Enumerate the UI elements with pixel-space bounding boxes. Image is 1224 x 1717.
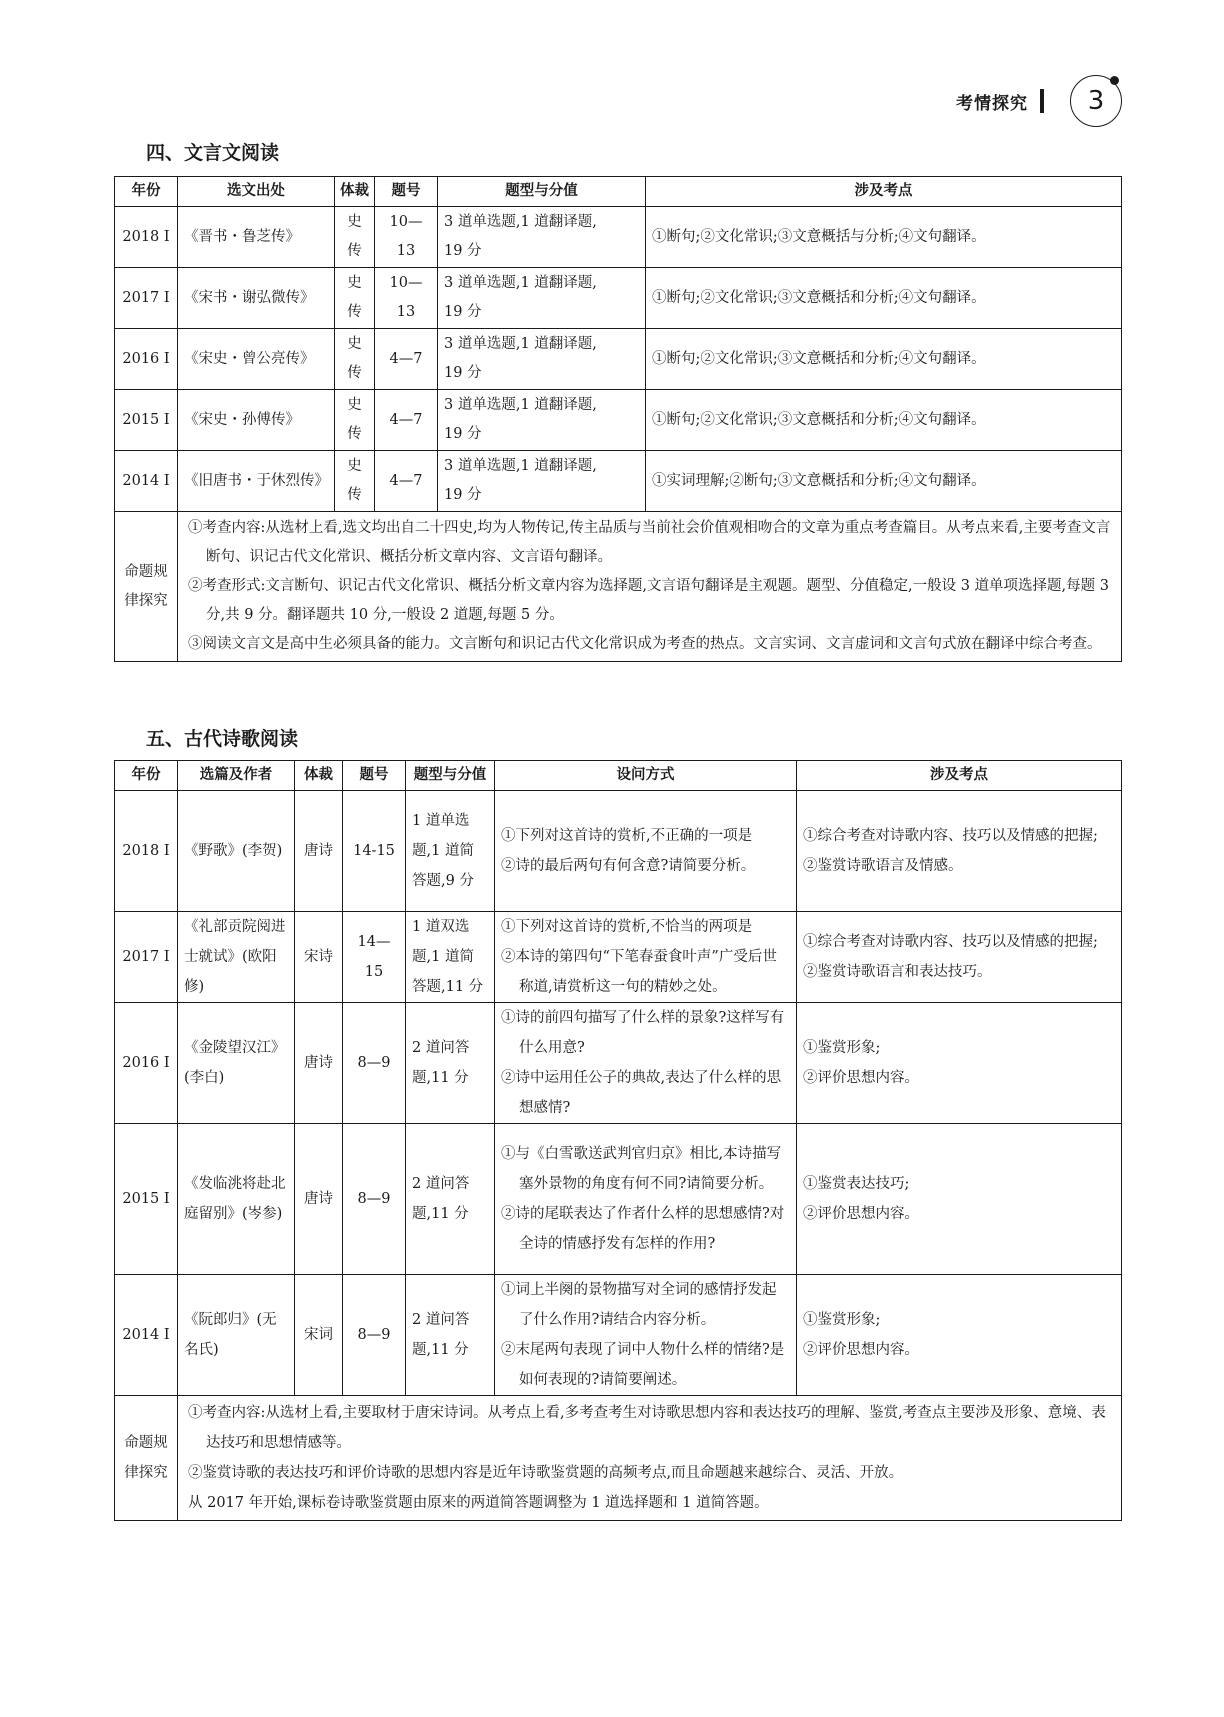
cell-genre: 史传: [335, 207, 375, 268]
question-item: ②诗的最后两句有何含意?请简要分析。: [501, 858, 756, 874]
rules-label: [115, 1396, 178, 1521]
cell-type: [438, 207, 646, 268]
cell-points: [797, 1275, 1122, 1396]
rules-label-line2: 律探究: [124, 1465, 168, 1481]
question-item: ①词上半阕的景物描写对全词的感情抒发起了什么作用?请结合内容分析。: [501, 1282, 777, 1328]
rule-note: ①考查内容:从选材上看,主要取材于唐宋诗词。从考点上看,多考查考生对诗歌思想内容和表达技巧的理解、鉴赏,考查点主要涉及形象、意境、表达技巧和思想情感等。: [188, 1405, 1106, 1451]
cell-type-line2: 19 分: [444, 365, 482, 381]
cell-number: 14—15: [343, 912, 406, 1003]
cell-source: 《宋史・曾公亮传》: [178, 329, 335, 390]
section-title-classical-chinese: 四、文言文阅读: [146, 142, 280, 164]
cell-number: 8—9: [343, 1275, 406, 1396]
cell-type: [438, 329, 646, 390]
cell-source: 《宋史・孙傅传》: [178, 390, 335, 451]
cell-year: 2014 Ⅰ: [115, 1275, 178, 1396]
point-item: ①综合考查对诗歌内容、技巧以及情感的把握;: [803, 828, 1098, 844]
cell-number: 8—9: [343, 1124, 406, 1275]
header-points: 涉及考点: [646, 177, 1122, 207]
rule-note: ①考查内容:从选材上看,选文均出自二十四史,均为人物传记,传主品质与当前社会价值观相吻合的文章为重点考查篇目。从考点来看,主要考查文言断句、识记古代文化常识、概括分析文章内容、文言语句翻译。: [188, 520, 1111, 565]
question-item: ②诗中运用任公子的典故,表达了什么样的思想感情?: [501, 1070, 782, 1116]
question-item: ①下列对这首诗的赏析,不恰当的两项是: [501, 919, 753, 935]
header-genre: 体裁: [295, 761, 343, 791]
point-item: ①鉴赏形象;: [803, 1312, 881, 1328]
cell-questions: [495, 791, 797, 912]
rules-row: [115, 512, 1122, 662]
cell-year: 2014 Ⅰ: [115, 451, 178, 512]
cell-genre: 史传: [335, 451, 375, 512]
header-number: 题号: [375, 177, 438, 207]
cell-number: 14-15: [343, 791, 406, 912]
point-item: ①综合考查对诗歌内容、技巧以及情感的把握;: [803, 934, 1098, 950]
question-item: ①下列对这首诗的赏析,不正确的一项是: [501, 828, 753, 844]
point-item: ②鉴赏诗歌语言和表达技巧。: [803, 964, 992, 980]
question-item: ②末尾两句表现了词中人物什么样的情绪?是如何表现的?请简要阐述。: [501, 1342, 785, 1388]
cell-genre: 史传: [335, 390, 375, 451]
cell-points: [797, 1124, 1122, 1275]
rule-note: 从 2017 年开始,课标卷诗歌鉴赏题由原来的两道简答题调整为 1 道选择题和 1 道简答题。: [188, 1495, 769, 1511]
header-type: 题型与分值: [438, 177, 646, 207]
header-source: 选文出处: [178, 177, 335, 207]
cell-type-line2: 19 分: [444, 304, 482, 320]
cell-year: 2017 Ⅰ: [115, 912, 178, 1003]
cell-type-line1: 3 道单选题,1 道翻译题,: [444, 275, 597, 291]
point-item: ②鉴赏诗歌语言及情感。: [803, 858, 963, 874]
point-item: ②评价思想内容。: [803, 1206, 919, 1222]
cell-type-line1: 3 道单选题,1 道翻译题,: [444, 214, 597, 230]
cell-genre: 宋诗: [295, 912, 343, 1003]
table-row: [115, 1275, 1122, 1396]
cell-source: 《旧唐书・于休烈传》: [178, 451, 335, 512]
page-header: [956, 75, 1122, 127]
header-divider: [1040, 89, 1044, 113]
cell-questions: [495, 1003, 797, 1124]
cell-source: 《宋书・谢弘微传》: [178, 268, 335, 329]
point-item: ②评价思想内容。: [803, 1342, 919, 1358]
cell-type-line2: 19 分: [444, 487, 482, 503]
table-header-row: [115, 761, 1122, 791]
rules-row: [115, 1396, 1122, 1521]
cell-points: [797, 1003, 1122, 1124]
cell-genre: 唐诗: [295, 1124, 343, 1275]
header-number: 题号: [343, 761, 406, 791]
cell-questions: [495, 1124, 797, 1275]
cell-year: 2016 Ⅰ: [115, 329, 178, 390]
cell-number: 10—13: [375, 268, 438, 329]
cell-type-line1: 3 道单选题,1 道翻译题,: [444, 458, 597, 474]
rules-label: [115, 512, 178, 662]
cell-source: 《发临洮将赴北庭留别》(岑参): [178, 1124, 295, 1275]
table-row: [115, 390, 1122, 451]
header-genre: 体裁: [335, 177, 375, 207]
cell-genre: 唐诗: [295, 791, 343, 912]
page-number-badge: [1070, 75, 1122, 127]
cell-questions: [495, 1275, 797, 1396]
cell-type: 2 道问答题,11 分: [406, 1003, 495, 1124]
cell-type-line2: 19 分: [444, 243, 482, 259]
cell-points: ①断句;②文化常识;③文意概括和分析;④文句翻译。: [646, 329, 1122, 390]
header-year: 年份: [115, 761, 178, 791]
cell-type: 1 道单选题,1 道简答题,9 分: [406, 791, 495, 912]
header-label: 考情探究: [956, 93, 1028, 114]
point-item: ①鉴赏表达技巧;: [803, 1176, 910, 1192]
rules-label-line1: 命题规: [124, 1435, 168, 1451]
header-points: 涉及考点: [797, 761, 1122, 791]
cell-number: 4—7: [375, 390, 438, 451]
page-number: 3: [1087, 86, 1105, 116]
cell-type-line1: 3 道单选题,1 道翻译题,: [444, 397, 597, 413]
cell-type: 2 道问答题,11 分: [406, 1275, 495, 1396]
table-row: [115, 1003, 1122, 1124]
cell-source: 《野歌》(李贺): [178, 791, 295, 912]
question-item: ②诗的尾联表达了作者什么样的思想感情?对全诗的情感抒发有怎样的作用?: [501, 1206, 785, 1252]
cell-source: 《晋书・鲁芝传》: [178, 207, 335, 268]
cell-genre: 唐诗: [295, 1003, 343, 1124]
cell-genre: 史传: [335, 268, 375, 329]
table-header-row: [115, 177, 1122, 207]
cell-number: 4—7: [375, 329, 438, 390]
cell-questions: [495, 912, 797, 1003]
cell-type: [438, 390, 646, 451]
cell-source: 《金陵望汉江》(李白): [178, 1003, 295, 1124]
table-row: [115, 912, 1122, 1003]
question-item: ②本诗的第四句“下笔春蚕食叶声”广受后世称道,请赏析这一句的精妙之处。: [501, 949, 777, 995]
cell-year: 2015 Ⅰ: [115, 1124, 178, 1275]
rules-label-line2: 律探究: [124, 592, 168, 609]
cell-year: 2018 Ⅰ: [115, 207, 178, 268]
cell-type-line2: 19 分: [444, 426, 482, 442]
cell-type-line1: 3 道单选题,1 道翻译题,: [444, 336, 597, 352]
cell-number: 10—13: [375, 207, 438, 268]
table-row: [115, 1124, 1122, 1275]
cell-points: ①实词理解;②断句;③文意概括和分析;④文句翻译。: [646, 451, 1122, 512]
cell-type: [438, 451, 646, 512]
cell-points: ①断句;②文化常识;③文意概括和分析;④文句翻译。: [646, 390, 1122, 451]
cell-points: [797, 791, 1122, 912]
point-item: ②评价思想内容。: [803, 1070, 919, 1086]
cell-type: 1 道双选题,1 道简答题,11 分: [406, 912, 495, 1003]
table-row: [115, 268, 1122, 329]
cell-points: [797, 912, 1122, 1003]
cell-type: 2 道问答题,11 分: [406, 1124, 495, 1275]
table-row: [115, 329, 1122, 390]
cell-source: 《礼部贡院阅进士就试》(欧阳修): [178, 912, 295, 1003]
header-year: 年份: [115, 177, 178, 207]
cell-genre: 史传: [335, 329, 375, 390]
cell-points: ①断句;②文化常识;③文意概括和分析;④文句翻译。: [646, 268, 1122, 329]
question-item: ①诗的前四句描写了什么样的景象?这样写有什么用意?: [501, 1010, 785, 1056]
cell-year: 2018 Ⅰ: [115, 791, 178, 912]
cell-number: 4—7: [375, 451, 438, 512]
table-row: [115, 207, 1122, 268]
classical-chinese-table: [114, 176, 1122, 662]
cell-year: 2015 Ⅰ: [115, 390, 178, 451]
rules-notes: [178, 1396, 1122, 1521]
cell-genre: 宋词: [295, 1275, 343, 1396]
cell-number: 8—9: [343, 1003, 406, 1124]
question-item: ①与《白雪歌送武判官归京》相比,本诗描写塞外景物的角度有何不同?请简要分析。: [501, 1146, 782, 1192]
cell-points: ①断句;②文化常识;③文意概括与分析;④文句翻译。: [646, 207, 1122, 268]
cell-type: [438, 268, 646, 329]
cell-source: 《阮郎归》(无名氏): [178, 1275, 295, 1396]
point-item: ①鉴赏形象;: [803, 1040, 881, 1056]
header-type: 题型与分值: [406, 761, 495, 791]
table-row: [115, 451, 1122, 512]
rule-note: ②鉴赏诗歌的表达技巧和评价诗歌的思想内容是近年诗歌鉴赏题的高频考点,而且命题越来越综合、灵活、开放。: [188, 1465, 904, 1481]
page-dot-icon: [1110, 76, 1119, 85]
rule-note: ②考查形式:文言断句、识记古代文化常识、概括分析文章内容为选择题,文言语句翻译是主观题。题型、分值稳定,一般设 3 道单项选择题,每题 3 分,共 9 分。翻译题共 10 分,一般设 2 道题,每题 5 分。: [188, 578, 1109, 623]
header-source: 选篇及作者: [178, 761, 295, 791]
section-title-classical-poetry: 五、古代诗歌阅读: [146, 728, 299, 750]
header-questions: 设问方式: [495, 761, 797, 791]
rule-note: ③阅读文言文是高中生必须具备的能力。文言断句和识记古代文化常识成为考查的热点。文言实词、文言虚词和文言句式放在翻译中综合考查。: [188, 636, 1102, 652]
cell-year: 2016 Ⅰ: [115, 1003, 178, 1124]
rules-notes: [178, 512, 1122, 662]
table-row: [115, 791, 1122, 912]
cell-year: 2017 Ⅰ: [115, 268, 178, 329]
rules-label-line1: 命题规: [124, 563, 168, 580]
classical-poetry-table: [114, 760, 1122, 1521]
